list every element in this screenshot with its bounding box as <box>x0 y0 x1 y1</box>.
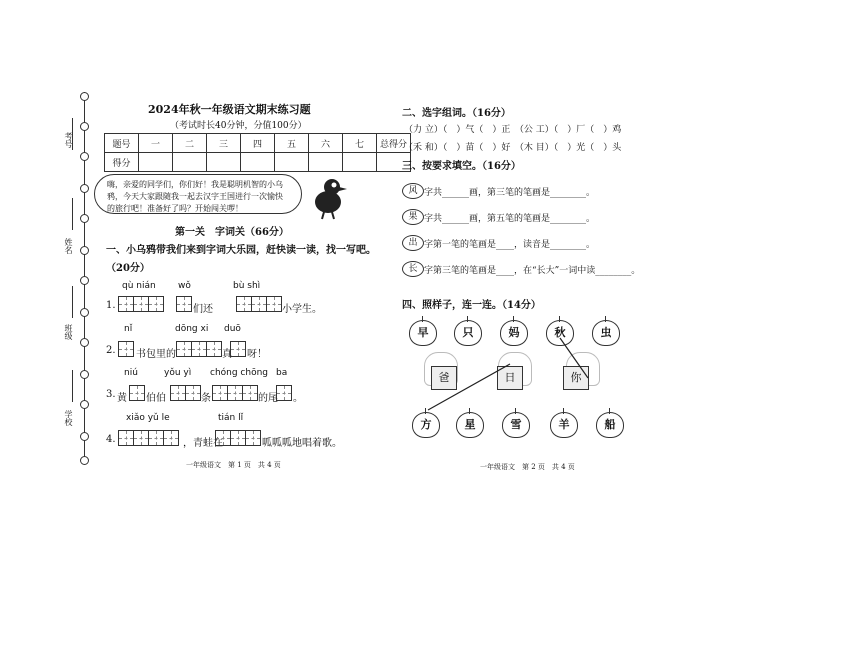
apple-char[interactable]: 船 <box>596 412 624 438</box>
sentence-text: 们还 <box>193 304 213 315</box>
sentence-text: 呱呱呱地唱着歌。 <box>262 438 342 449</box>
binding-hole <box>80 400 89 409</box>
exam-subtitle: （考试时长40分钟，分值100分） <box>170 121 307 131</box>
q3-title: 三、按要求填空。（16分） <box>402 161 521 172</box>
binding-hole <box>80 370 89 379</box>
binding-label-exam-no: 考号 <box>64 132 73 148</box>
q2-row[interactable]: （力 立）（ ）气（ ）正 （公 工）（ ）厂（ ）鸡 <box>404 125 622 135</box>
q1-title: 一、小乌鸦带我们来到字词大乐园，赶快读一读，找一写吧。 <box>106 245 376 256</box>
apple-char[interactable]: 星 <box>456 412 484 438</box>
row-number: 4. <box>106 434 116 445</box>
writing-grid[interactable] <box>215 430 260 446</box>
speech-bubble: 嗨，亲爱的同学们，你们好！我是聪明机智的小乌鸦，今天大家跟随我一起去汉字王国进行一次愉快的旅行吧！准备好了吗？开始闯关啰！ <box>94 174 302 214</box>
binding-hole <box>80 432 89 441</box>
binding-hole <box>80 308 89 317</box>
binding-hole <box>80 276 89 285</box>
apple-char[interactable]: 秋 <box>546 320 574 346</box>
pinyin: bù shì <box>233 281 261 291</box>
q4-title: 四、照样子，连一连。（14分） <box>402 300 541 311</box>
writing-grid[interactable] <box>118 341 133 357</box>
pinyin: tián lǐ <box>218 413 244 423</box>
table-header: 总得分 <box>377 134 411 153</box>
apple-char[interactable]: 只 <box>454 320 482 346</box>
sentence-text: 书包里的 <box>136 349 176 360</box>
sentence-text: 的尾 <box>258 393 278 404</box>
sentence-text: 。 <box>293 393 303 404</box>
row-number: 3. <box>106 389 116 400</box>
pinyin: yǒu yì <box>164 368 192 378</box>
pinyin: niú <box>124 368 138 378</box>
word-card[interactable]: 日 <box>497 366 523 390</box>
pinyin: nǐ <box>124 324 133 334</box>
score-cell[interactable] <box>343 153 377 172</box>
binding-hole <box>80 92 89 101</box>
writing-grid[interactable] <box>118 430 178 446</box>
sentence-text: 真 <box>222 349 232 360</box>
pinyin: dōng xi <box>175 324 209 334</box>
binding-hole <box>80 152 89 161</box>
writing-grid[interactable] <box>236 296 281 312</box>
binding-hole <box>80 246 89 255</box>
sentence-text: 黄 <box>117 393 127 404</box>
apple-char[interactable]: 虫 <box>592 320 620 346</box>
sentence-text: 呀！ <box>247 349 267 360</box>
binding-label-class: 班级 <box>64 324 73 340</box>
exam-no-blank[interactable] <box>72 118 73 150</box>
apple-char[interactable]: 羊 <box>550 412 578 438</box>
binding-hole <box>80 122 89 131</box>
sentence-text: 条 <box>201 393 211 404</box>
table-header: 一 <box>139 134 173 153</box>
score-cell[interactable] <box>241 153 275 172</box>
pinyin: xiǎo yǔ le <box>126 413 170 423</box>
table-header: 五 <box>275 134 309 153</box>
row-number: 2. <box>106 345 116 356</box>
writing-grid[interactable] <box>276 385 291 401</box>
exam-title: 2024年秋一年级语文期末练习题 <box>148 103 311 116</box>
char-leaf: 出 <box>402 235 424 251</box>
fill-line[interactable]: 字第三笔的笔画是____，在“长大”一词中读________。 <box>424 266 641 276</box>
score-cell[interactable] <box>173 153 207 172</box>
writing-grid[interactable] <box>118 296 163 312</box>
fill-line[interactable]: 字第一笔的笔画是____，读音是________。 <box>424 240 596 250</box>
fill-line[interactable]: 字共______画，第三笔的笔画是________。 <box>424 188 596 198</box>
word-card[interactable]: 爸 <box>431 366 457 390</box>
char-leaf: 风 <box>402 183 424 199</box>
q1-points: （20分） <box>106 263 150 274</box>
sentence-text: 伯伯 <box>146 393 166 404</box>
sentence-text: 小学生。 <box>282 304 322 315</box>
char-leaf: 长 <box>402 261 424 277</box>
table-header: 六 <box>309 134 343 153</box>
table-row-label: 得分 <box>105 153 139 172</box>
binding-label-school: 学校 <box>64 410 73 426</box>
writing-grid[interactable] <box>170 385 200 401</box>
pinyin: wǒ <box>178 281 191 291</box>
char-leaf: 果 <box>402 209 424 225</box>
q2-title: 二、选字组词。（16分） <box>402 108 511 119</box>
binding-hole <box>80 184 89 193</box>
writing-grid[interactable] <box>129 385 144 401</box>
pinyin: duō <box>224 324 241 334</box>
table-header: 三 <box>207 134 241 153</box>
q2-row[interactable]: （禾 和）（ ）苗（ ）好 （木 目）（ ）光（ ）头 <box>404 143 622 153</box>
score-cell[interactable] <box>309 153 343 172</box>
row-number: 1. <box>106 300 116 311</box>
apple-char[interactable]: 雪 <box>502 412 530 438</box>
writing-grid[interactable] <box>176 341 221 357</box>
writing-grid[interactable] <box>230 341 245 357</box>
sentence-text: ，青蛙在 <box>183 438 223 449</box>
score-cell[interactable] <box>275 153 309 172</box>
class-blank[interactable] <box>72 286 73 318</box>
score-cell[interactable] <box>207 153 241 172</box>
table-header: 七 <box>343 134 377 153</box>
apple-char[interactable]: 妈 <box>500 320 528 346</box>
score-cell[interactable] <box>139 153 173 172</box>
word-card[interactable]: 你 <box>563 366 589 390</box>
apple-char[interactable]: 早 <box>409 320 437 346</box>
apple-char[interactable]: 方 <box>412 412 440 438</box>
pinyin: qù nián <box>122 281 156 291</box>
binding-hole <box>80 338 89 347</box>
score-table <box>104 133 411 172</box>
table-header: 题号 <box>105 134 139 153</box>
pinyin: ba <box>276 368 288 378</box>
writing-grid[interactable] <box>212 385 257 401</box>
name-blank[interactable] <box>72 198 73 230</box>
fill-line[interactable]: 字共______画，第五笔的笔画是________。 <box>424 214 596 224</box>
writing-grid[interactable] <box>176 296 191 312</box>
school-blank[interactable] <box>72 370 73 402</box>
pinyin: chóng chōng <box>210 368 269 378</box>
section-title: 第一关 字词关（66分） <box>175 227 289 238</box>
table-header: 四 <box>241 134 275 153</box>
binding-hole <box>80 456 89 465</box>
crow-icon <box>308 174 348 220</box>
table-header: 二 <box>173 134 207 153</box>
binding-label-name: 姓名 <box>64 238 73 254</box>
page-footer: 一年级语文 第 2 页 共 4 页 <box>480 463 575 471</box>
page-footer: 一年级语文 第 1 页 共 4 页 <box>186 461 281 469</box>
binding-hole <box>80 214 89 223</box>
